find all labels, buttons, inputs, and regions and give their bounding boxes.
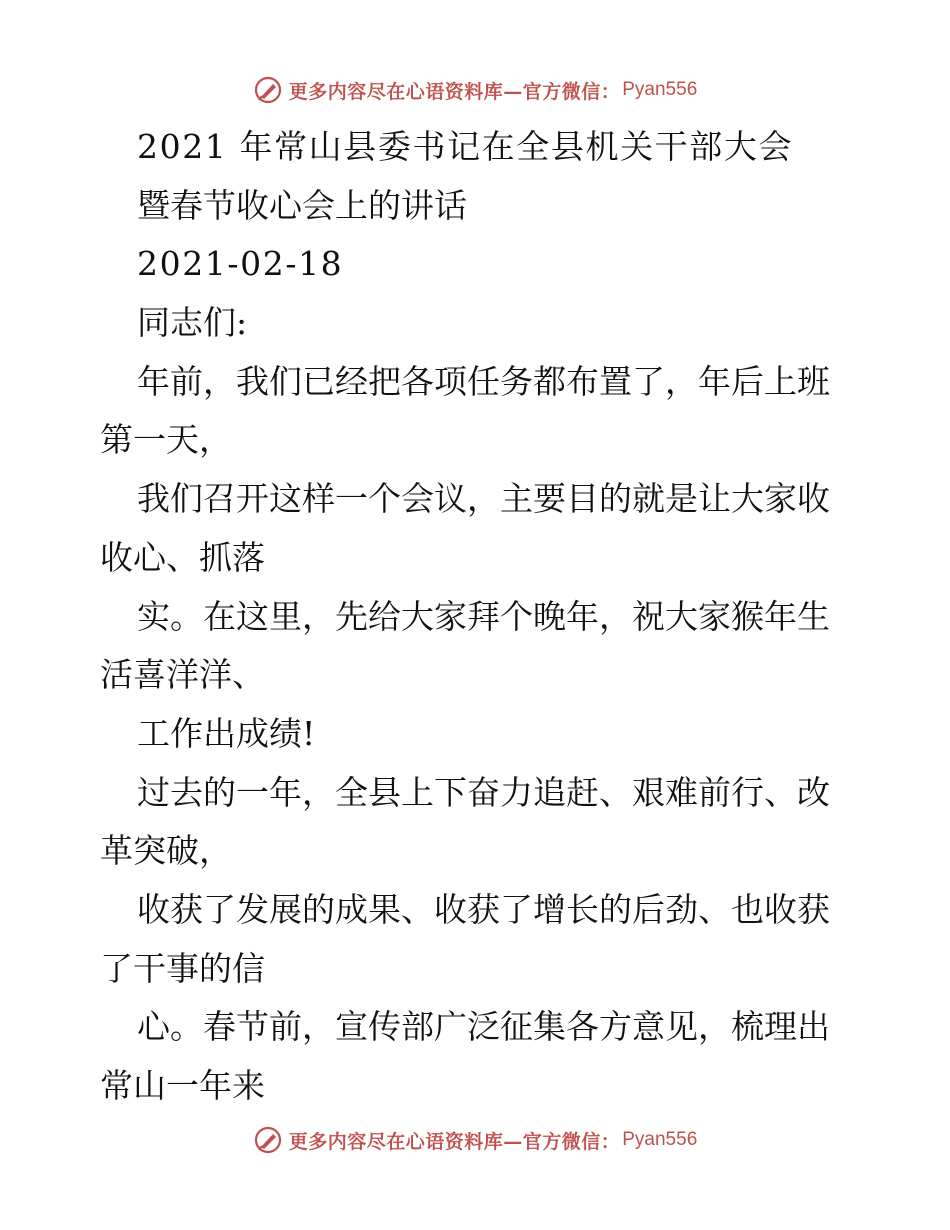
doc-text-line: 革突破， — [100, 831, 232, 871]
watermark-text: 更多内容尽在心语资料库—官方微信： — [288, 80, 621, 103]
doc-text-line: 年前，我们已经把各项任务都布置了，年后上班 — [137, 361, 830, 401]
doc-salutation: 同志们: — [137, 303, 248, 343]
doc-title-line-1: 2021 年常山县委书记在全县机关干部大会 — [137, 127, 794, 166]
doc-text-line: 收心、抓落 — [100, 537, 265, 577]
quill-pen-logo-icon — [253, 1125, 283, 1155]
doc-text-line: 活喜洋洋、 — [100, 655, 265, 695]
doc-text-line: 常山一年来 — [100, 1066, 265, 1105]
watermark-banner-bottom — [0, 1120, 950, 1160]
doc-text-line: 第一天， — [100, 420, 232, 460]
doc-text-line: 实。在这里，先给大家拜个晚年，祝大家猴年生 — [137, 596, 830, 636]
doc-title-line-2: 暨春节收心会上的讲话 — [137, 185, 467, 225]
watermark-wechat-id: Pyan556 — [622, 79, 698, 100]
doc-text-line: 收获了发展的成果、收获了增长的后劲、也收获 — [137, 889, 830, 929]
quill-pen-logo-icon — [253, 75, 283, 105]
doc-date: 2021-02-18 — [137, 244, 344, 284]
doc-text-line: 过去的一年，全县上下奋力追赶、艰难前行、改 — [137, 772, 830, 812]
watermark-wechat-id: Pyan556 — [622, 1129, 698, 1150]
doc-text-line: 心。春节前，宣传部广泛征集各方意见，梳理出 — [137, 1007, 830, 1047]
watermark-text: 更多内容尽在心语资料库—官方微信： — [288, 1130, 621, 1153]
document-body — [100, 118, 860, 1116]
doc-text-line: 我们召开这样一个会议，主要目的就是让大家收 — [137, 479, 830, 519]
watermark-banner-top — [0, 70, 950, 110]
doc-text-line: 工作出成绩! — [137, 713, 316, 753]
doc-text-line: 了干事的信 — [100, 948, 265, 988]
